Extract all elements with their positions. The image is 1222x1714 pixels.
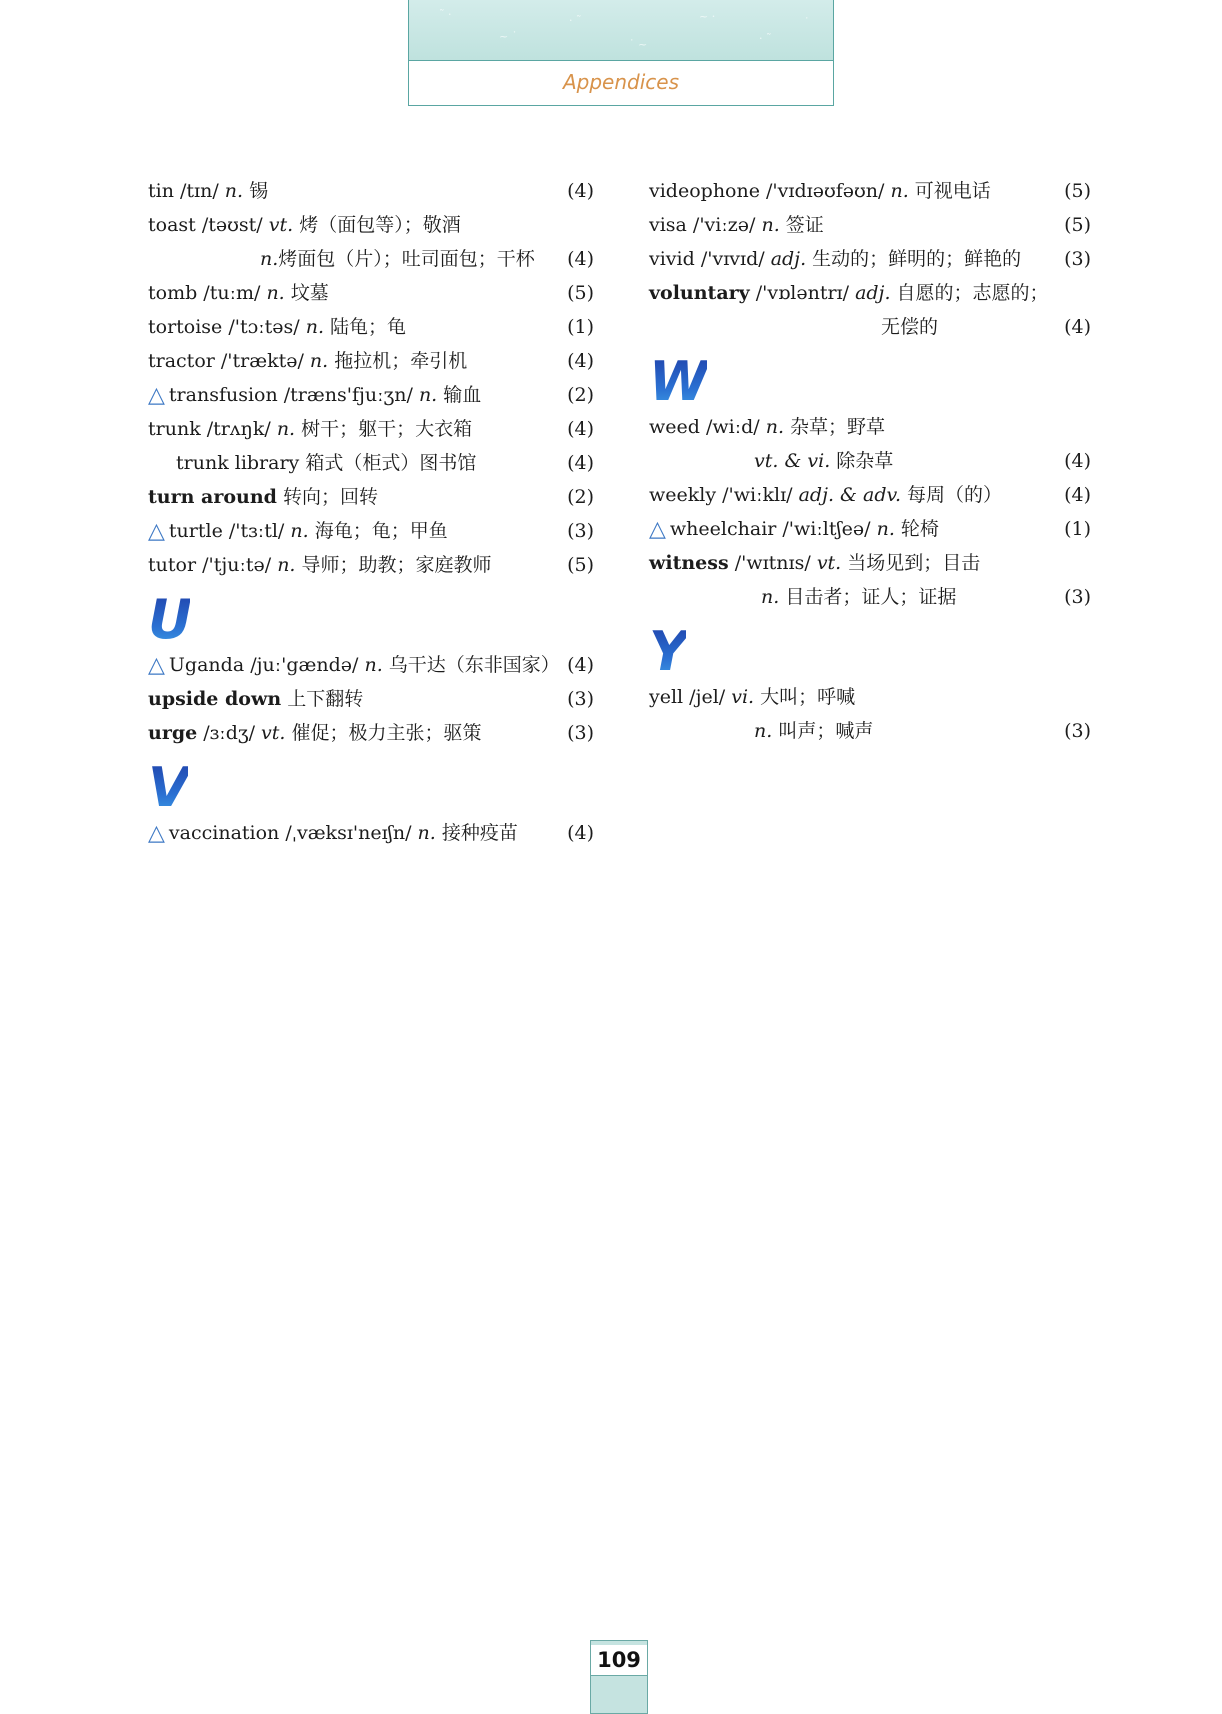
headword: vaccination [168, 822, 280, 844]
part-of-speech: n. [276, 418, 296, 440]
unit-number: (3) [567, 520, 594, 542]
definition: 可视电话 [908, 180, 991, 202]
definition: 导师；助教；家庭教师 [295, 554, 492, 576]
glossary-entry [649, 714, 1091, 748]
part-of-speech: n. [761, 586, 780, 608]
entry-text [649, 276, 1049, 310]
part-of-speech: vt. [816, 552, 842, 574]
definition: 乌干达（东非国家） [382, 654, 560, 676]
part-of-speech: n. [876, 518, 895, 540]
definition: 每周（的） [901, 484, 1003, 506]
triangle-marker-icon: △ [148, 519, 165, 544]
part-of-speech: n. [309, 350, 329, 372]
entry-text [148, 344, 467, 378]
glossary-entry [148, 174, 594, 208]
glossary-entry [649, 580, 1091, 614]
unit-number: (4) [1064, 316, 1091, 338]
headword: upside down [148, 688, 282, 710]
triangle-marker-icon: △ [148, 653, 165, 678]
definition: 拖拉机；牵引机 [328, 350, 468, 372]
definition: 转向；回转 [282, 486, 378, 508]
part-of-speech: vt. & vi. [754, 450, 831, 472]
definition: 杂草；野草 [784, 416, 886, 438]
unit-number: (4) [567, 452, 594, 474]
unit-number: (1) [1064, 518, 1091, 540]
pronunciation: /'tɔːtəs/ [222, 316, 306, 338]
unit-number: (5) [567, 282, 594, 304]
entry-text [649, 242, 1021, 276]
pronunciation: /'træktə/ [214, 350, 310, 372]
entry-text [148, 716, 482, 750]
definition: 接种疫苗 [435, 822, 518, 844]
definition: 海龟；龟；甲鱼 [308, 520, 448, 542]
part-of-speech: vi. [731, 686, 755, 708]
glossary-entry [649, 242, 1091, 276]
headword: Uganda [168, 654, 245, 676]
entry-text [148, 648, 560, 682]
entry-text [148, 174, 268, 208]
header-decorative-band: ˜ · ~ ˙ · ˜ ˙ ~ ~ · · ˜ ˙ [409, 0, 833, 61]
definition: 坟墓 [284, 282, 329, 304]
headword: turtle [168, 520, 223, 542]
definition: 大叫；呼喊 [754, 686, 856, 708]
definition: 除杂草 [830, 450, 894, 472]
part-of-speech: n. [765, 416, 784, 438]
entry-text [649, 478, 1002, 512]
glossary-entry [148, 816, 594, 850]
entry-text [148, 514, 448, 548]
triangle-marker-icon: △ [148, 821, 165, 846]
definition: 烤面包（片）；吐司面包；干杯 [278, 248, 535, 270]
entry-text [754, 714, 873, 748]
definition: 上下翻转 [287, 688, 364, 710]
glossary-entry [148, 514, 594, 548]
pronunciation: /tuːm/ [197, 282, 267, 304]
section-letter-glyph: W [649, 350, 707, 413]
triangle-marker-icon: △ [649, 517, 666, 542]
pronunciation: /'wiːklɪ/ [716, 484, 799, 506]
pronunciation: /'wiːltʃeə/ [776, 518, 877, 540]
glossary-entry [148, 242, 594, 276]
entry-text [649, 512, 939, 546]
unit-number: (4) [567, 248, 594, 270]
pronunciation: /'tjuːtə/ [196, 554, 278, 576]
part-of-speech: adj. & adv. [798, 484, 902, 506]
entry-text [754, 444, 893, 478]
section-letter [148, 750, 594, 819]
unit-number: (4) [567, 350, 594, 372]
pronunciation: /ɜːdʒ/ [197, 722, 262, 744]
headword: vivid [649, 248, 695, 270]
glossary-right-column [649, 174, 1091, 748]
entry-text [649, 410, 885, 444]
headword: tutor [148, 554, 197, 576]
unit-number: (4) [567, 418, 594, 440]
glossary-entry [148, 310, 594, 344]
unit-number: (4) [567, 822, 594, 844]
glossary-entry [649, 680, 1091, 714]
unit-number: (5) [567, 554, 594, 576]
section-letter-glyph: V [148, 756, 188, 819]
part-of-speech: adj. [855, 282, 891, 304]
pronunciation: /juː'gændə/ [244, 654, 365, 676]
triangle-marker-icon: △ [148, 383, 165, 408]
unit-number: (5) [1064, 214, 1091, 236]
part-of-speech: n. [761, 214, 780, 236]
entry-text [148, 548, 492, 582]
part-of-speech: n. [290, 520, 309, 542]
headword: wheelchair [669, 518, 777, 540]
part-of-speech: adj. [770, 248, 807, 270]
unit-number: (1) [567, 316, 594, 338]
part-of-speech: n. [418, 384, 438, 406]
definition: 催促；极力主张；驱策 [285, 722, 482, 744]
glossary-entry [649, 174, 1091, 208]
headword: weekly [649, 484, 717, 506]
definition: 树干；躯干；大衣箱 [295, 418, 473, 440]
entry-text [649, 174, 991, 208]
definition: 生动的；鲜明的；鲜艳的 [806, 248, 1022, 270]
pronunciation: /ˌvæksɪ'neɪʃn/ [279, 822, 418, 844]
part-of-speech: n. [224, 180, 244, 202]
headword: toast [148, 214, 196, 236]
glossary-entry [649, 478, 1091, 512]
pronunciation: /'tɜːtl/ [222, 520, 291, 542]
glossary-entry [148, 648, 594, 682]
definition: 当场见到；目击 [841, 552, 981, 574]
definition: 无偿的 [881, 316, 939, 338]
pronunciation: /'viːzə/ [686, 214, 762, 236]
headword: yell [649, 686, 684, 708]
entry-text [649, 208, 824, 242]
part-of-speech: n. [890, 180, 909, 202]
pronunciation: /trʌŋk/ [200, 418, 277, 440]
entry-text [148, 378, 481, 412]
unit-number: (3) [1064, 720, 1091, 742]
sub-headword: trunk library [176, 452, 300, 474]
headword: transfusion [168, 384, 278, 406]
entry-text [649, 546, 980, 580]
pronunciation: /'wɪtnɪs/ [728, 552, 817, 574]
part-of-speech: vt. [268, 214, 294, 236]
part-of-speech: n. [754, 720, 773, 742]
pronunciation: /wiːd/ [699, 416, 766, 438]
entry-text [148, 480, 378, 514]
glossary-entry [649, 444, 1091, 478]
definition: 烤（面包等）；敬酒 [293, 214, 461, 236]
unit-number: (3) [567, 722, 594, 744]
section-letter [649, 614, 1091, 683]
unit-number: (4) [1064, 450, 1091, 472]
part-of-speech: n. [364, 654, 383, 676]
definition: 自愿的；志愿的； [890, 282, 1049, 304]
unit-number: (4) [567, 654, 594, 676]
part-of-speech: n. [260, 248, 279, 270]
entry-text [260, 242, 535, 276]
definition: 叫声；喊声 [772, 720, 874, 742]
entry-text [148, 310, 406, 344]
headword: tortoise [148, 316, 223, 338]
glossary-entry [148, 378, 594, 412]
unit-number: (2) [567, 384, 594, 406]
definition: 目击者；证人；证据 [779, 586, 957, 608]
part-of-speech: n. [277, 554, 296, 576]
page-number-tab [590, 1640, 648, 1714]
entry-text [649, 680, 855, 714]
glossary-entry [148, 344, 594, 378]
entry-text [148, 816, 518, 850]
glossary-entry [148, 412, 594, 446]
definition: 陆龟；龟 [324, 316, 407, 338]
entry-text [176, 446, 476, 480]
appendices-header [408, 0, 834, 106]
headword: witness [649, 552, 729, 574]
headword: voluntary [649, 282, 750, 304]
section-letter [649, 344, 1091, 413]
glossary-entry [649, 410, 1091, 444]
headword: trunk [148, 418, 201, 440]
definition: 锡 [243, 180, 269, 202]
pronunciation: /tɪn/ [173, 180, 225, 202]
section-title: Appendices [562, 70, 680, 94]
pronunciation: /'vɒləntrɪ/ [749, 282, 856, 304]
glossary-entry [649, 512, 1091, 546]
headword: visa [649, 214, 687, 236]
part-of-speech: vt. [261, 722, 286, 744]
section-letter-glyph: Y [649, 620, 687, 683]
unit-number: (4) [1064, 484, 1091, 506]
pronunciation: /'vɪdɪəʊfəʊn/ [759, 180, 891, 202]
unit-number: (3) [567, 688, 594, 710]
pronunciation: /'vɪvɪd/ [694, 248, 771, 270]
glossary-entry [148, 548, 594, 582]
definition: 签证 [779, 214, 824, 236]
glossary-entry [649, 276, 1091, 310]
glossary-entry [649, 310, 1091, 344]
glossary-left-column [148, 174, 594, 850]
entry-text [148, 208, 461, 242]
glossary-entry [148, 446, 594, 480]
definition: 轮椅 [894, 518, 939, 540]
pronunciation: /təʊst/ [195, 214, 269, 236]
unit-number: (2) [567, 486, 594, 508]
headword: urge [148, 722, 198, 744]
glossary-entry [148, 480, 594, 514]
headword: turn around [148, 486, 277, 508]
unit-number: (3) [1064, 586, 1091, 608]
entry-text [148, 412, 472, 446]
part-of-speech: n. [266, 282, 285, 304]
headword: tractor [148, 350, 215, 372]
entry-text [148, 276, 329, 310]
definition: 输血 [437, 384, 482, 406]
glossary-entry [649, 208, 1091, 242]
glossary-entry [649, 546, 1091, 580]
glossary-entry [148, 276, 594, 310]
pronunciation: /jel/ [683, 686, 732, 708]
section-letter [148, 582, 594, 651]
page-number: 109 [591, 1645, 647, 1676]
glossary-entry [148, 716, 594, 750]
entry-text [881, 310, 938, 344]
unit-number: (4) [567, 180, 594, 202]
section-letter-glyph: U [148, 588, 190, 651]
part-of-speech: n. [305, 316, 325, 338]
headword: videophone [649, 180, 760, 202]
headword: weed [649, 416, 700, 438]
entry-text [148, 682, 363, 716]
part-of-speech: n. [417, 822, 436, 844]
glossary-entry [148, 682, 594, 716]
entry-text [761, 580, 956, 614]
pronunciation: /træns'fjuːʒn/ [277, 384, 419, 406]
unit-number: (3) [1064, 248, 1091, 270]
unit-number: (5) [1064, 180, 1091, 202]
glossary-entry [148, 208, 594, 242]
definition: 箱式（柜式）图书馆 [299, 452, 477, 474]
headword: tin [148, 180, 174, 202]
headword: tomb [148, 282, 198, 304]
